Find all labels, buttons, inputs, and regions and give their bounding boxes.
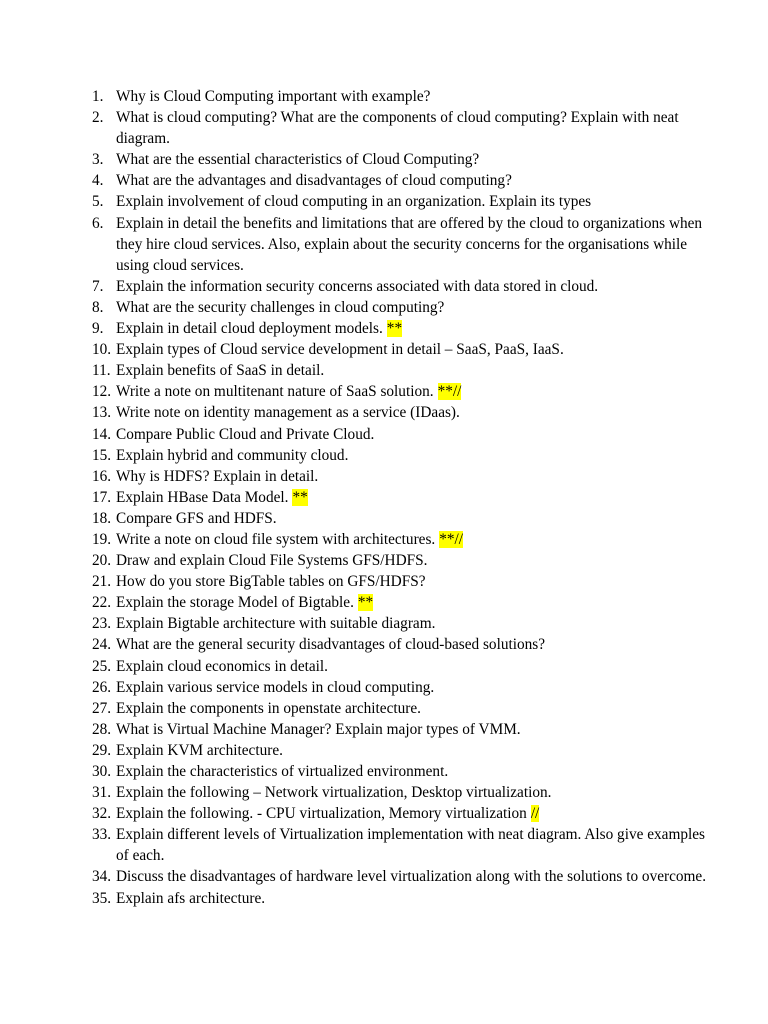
highlight-mark: ** — [386, 320, 403, 338]
question-text: What are the security challenges in cloud computing? — [116, 298, 445, 316]
question-item — [0, 550, 768, 571]
question-item — [0, 213, 768, 276]
question-item — [0, 656, 768, 677]
question-text: Write a note on multitenant nature of SaaS solution. — [116, 383, 434, 401]
question-text: What are the advantages and disadvantages of cloud computing? — [116, 172, 512, 190]
question-item — [0, 634, 768, 655]
question-number: 2. — [92, 109, 104, 127]
question-text: Explain the components in openstate architecture. — [116, 699, 421, 717]
question-item — [0, 698, 768, 719]
question-number: 8. — [92, 298, 104, 316]
question-number: 11. — [92, 362, 111, 380]
question-number: 18. — [92, 509, 112, 527]
question-item — [0, 866, 768, 887]
question-number: 27. — [92, 699, 112, 717]
question-text: Explain the following – Network virtualization, Desktop virtualization. — [116, 784, 552, 802]
question-text: Discuss the disadvantages of hardware level virtualization along with the solutions to overcome. — [116, 868, 707, 886]
question-text: Explain afs architecture. — [116, 889, 266, 907]
question-text: Explain in detail the benefits and limitations that are offered by the cloud to organizations when they hire cloud services. Also, explain about the security concerns for the organisations while using cloud services. — [116, 214, 703, 274]
question-item — [0, 466, 768, 487]
question-text: What are the general security disadvantages of cloud-based solutions? — [116, 636, 546, 654]
question-text: Explain HBase Data Model. — [116, 488, 289, 506]
question-item — [0, 487, 768, 508]
question-number: 26. — [92, 678, 112, 696]
question-text: Explain types of Cloud service development in detail – SaaS, PaaS, IaaS. — [116, 341, 564, 359]
question-text: Explain different levels of Virtualization implementation with neat diagram. Also give examples of each. — [116, 826, 705, 865]
question-number: 10. — [92, 341, 112, 359]
question-number: 16. — [92, 467, 112, 485]
question-number: 13. — [92, 404, 112, 422]
question-number: 3. — [92, 151, 104, 169]
question-number: 20. — [92, 552, 112, 570]
question-item — [0, 360, 768, 381]
question-item — [0, 318, 768, 339]
highlight-mark: **// — [437, 383, 462, 401]
question-text: Explain the information security concerns associated with data stored in cloud. — [116, 277, 599, 295]
question-number: 32. — [92, 805, 112, 823]
question-number: 4. — [92, 172, 104, 190]
question-item — [0, 803, 768, 824]
question-item — [0, 339, 768, 360]
question-number: 15. — [92, 446, 112, 464]
question-number: 24. — [92, 636, 112, 654]
question-item — [0, 571, 768, 592]
question-number: 28. — [92, 720, 112, 738]
highlight-mark: ** — [357, 594, 374, 612]
question-item — [0, 824, 768, 866]
question-number: 19. — [92, 530, 112, 548]
question-number: 30. — [92, 763, 112, 780]
question-number: 17. — [92, 488, 112, 506]
question-number: 9. — [92, 320, 104, 338]
question-text: Draw and explain Cloud File Systems GFS/HDFS. — [116, 552, 428, 570]
question-item — [0, 424, 768, 445]
question-text: Why is Cloud Computing important with example? — [116, 88, 431, 105]
question-text: Explain the storage Model of Bigtable. — [116, 594, 354, 612]
question-item — [0, 170, 768, 191]
question-text: Explain Bigtable architecture with suitable diagram. — [116, 615, 436, 633]
highlight-mark: // — [530, 805, 540, 823]
question-number: 22. — [92, 594, 112, 612]
question-text: How do you store BigTable tables on GFS/HDFS? — [116, 573, 426, 591]
question-number: 1. — [92, 88, 104, 105]
question-text: Explain benefits of SaaS in detail. — [116, 362, 325, 380]
question-item — [0, 276, 768, 297]
question-item — [0, 740, 768, 761]
question-item — [0, 782, 768, 803]
question-item — [0, 149, 768, 170]
question-number: 34. — [92, 868, 112, 886]
question-item — [0, 592, 768, 613]
question-text: Write a note on cloud file system with architectures. — [116, 530, 436, 548]
question-number: 12. — [92, 383, 112, 401]
question-text: Explain various service models in cloud computing. — [116, 678, 435, 696]
question-text: Explain the following. - CPU virtualization, Memory virtualization — [116, 805, 527, 823]
question-item — [0, 719, 768, 740]
question-number: 5. — [92, 193, 104, 211]
question-item — [0, 761, 768, 782]
question-number: 7. — [92, 277, 104, 295]
highlight-mark: ** — [292, 488, 308, 506]
question-text: What is Virtual Machine Manager? Explain major types of VMM. — [116, 720, 521, 738]
highlight-mark: **// — [439, 530, 464, 548]
question-item — [0, 402, 768, 423]
question-number: 33. — [92, 826, 112, 844]
question-number: 14. — [92, 425, 112, 443]
document-page — [0, 86, 768, 909]
question-item — [0, 381, 768, 402]
question-number: 29. — [92, 741, 112, 759]
question-item — [0, 613, 768, 634]
question-number: 23. — [92, 615, 112, 633]
question-item — [0, 529, 768, 550]
question-item — [0, 86, 768, 107]
question-text: Compare GFS and HDFS. — [116, 509, 277, 527]
question-text: Explain involvement of cloud computing in an organization. Explain its types — [116, 193, 592, 211]
question-text: Write note on identity management as a service (IDaas). — [116, 404, 460, 422]
question-number: 6. — [92, 214, 104, 232]
question-number: 31. — [92, 784, 112, 802]
question-item — [0, 677, 768, 698]
question-text: Explain the characteristics of virtualized environment. — [116, 763, 449, 780]
question-text: Explain in detail cloud deployment models. — [116, 320, 383, 338]
question-list — [0, 86, 768, 909]
question-item — [0, 888, 768, 909]
question-item — [0, 508, 768, 529]
question-text: What is cloud computing? What are the components of cloud computing? Explain with neat diagram. — [116, 109, 679, 148]
question-item — [0, 445, 768, 466]
question-item — [0, 107, 768, 149]
question-number: 35. — [92, 889, 112, 907]
question-text: Why is HDFS? Explain in detail. — [116, 467, 319, 485]
question-text: Explain hybrid and community cloud. — [116, 446, 349, 464]
question-number: 21. — [92, 573, 112, 591]
question-text: What are the essential characteristics of Cloud Computing? — [116, 151, 480, 169]
question-item — [0, 297, 768, 318]
question-text: Explain cloud economics in detail. — [116, 657, 328, 675]
question-text: Explain KVM architecture. — [116, 741, 283, 759]
question-number: 25. — [92, 657, 112, 675]
question-item — [0, 191, 768, 212]
question-text: Compare Public Cloud and Private Cloud. — [116, 425, 375, 443]
